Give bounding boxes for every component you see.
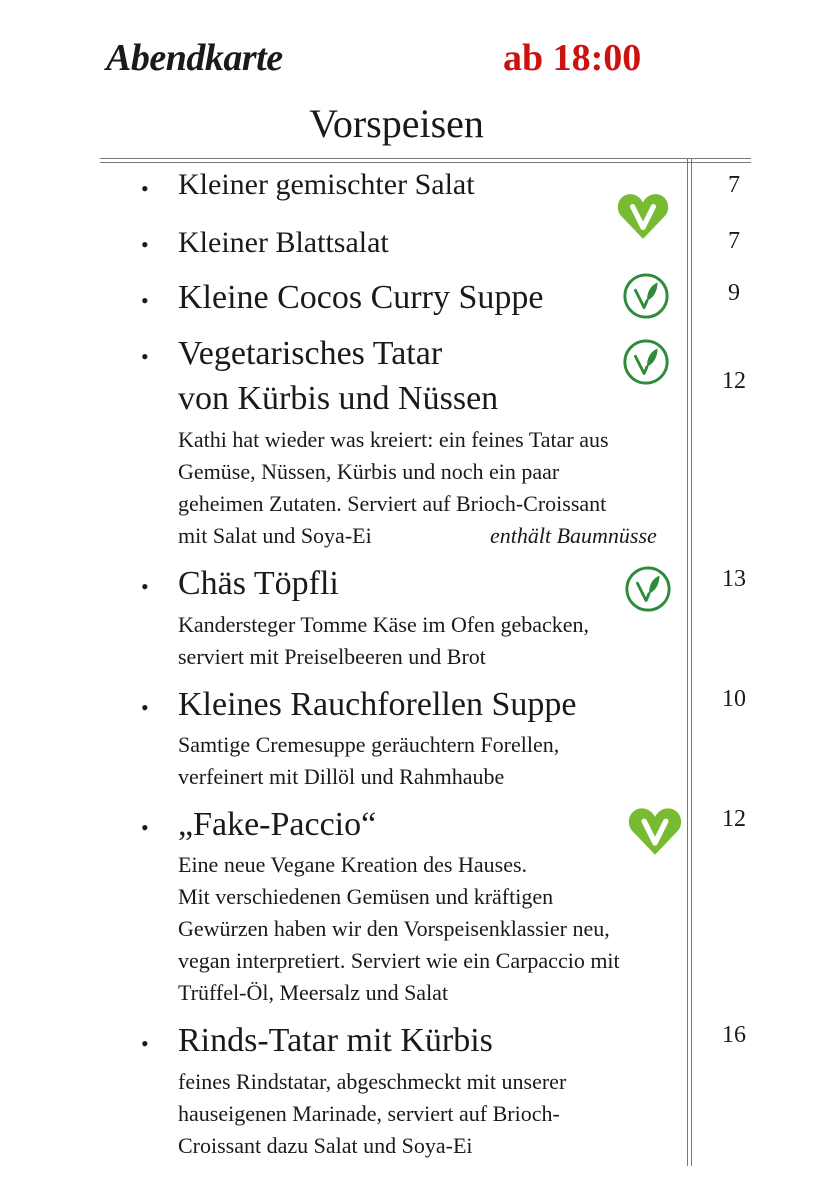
item-name-line1: Vegetarisches Tatar [178, 335, 443, 372]
item-price: 13 [722, 566, 746, 592]
item-price: 10 [722, 686, 746, 712]
item-price: 12 [722, 368, 746, 394]
bullet [141, 352, 151, 362]
item-description-line: feines Rindstatar, abgeschmeckt mit unserer [178, 1069, 567, 1094]
item-name: „Fake-Paccio“ [178, 806, 377, 843]
bullet [141, 240, 151, 250]
bullet [141, 582, 151, 592]
item-description-line: Gemüse, Nüssen, Kürbis und noch ein paar [178, 459, 560, 484]
section-title: Vorspeisen [309, 101, 484, 146]
item-name: Kleine Cocos Curry Suppe [178, 279, 544, 316]
item-name: Rinds-Tatar mit Kürbis [178, 1022, 493, 1059]
item-description-line: Gewürzen haben wir den Vorspeisenklassier neu, [178, 916, 610, 941]
bullet [141, 703, 151, 713]
menu-title: Abendkarte [106, 37, 283, 79]
service-time: ab 18:00 [503, 37, 642, 79]
item-price: 16 [722, 1022, 746, 1048]
item-price: 7 [728, 172, 740, 198]
vegan-heart-icon [617, 190, 669, 242]
allergen-note: enthält Baumnüsse [490, 523, 657, 548]
item-description-line: Trüffel-Öl, Meersalz und Salat [178, 980, 449, 1005]
vegetarian-leaf-icon [624, 565, 672, 613]
item-description-line: mit Salat und Soya-Ei [178, 523, 372, 548]
item-name-line2: von Kürbis und Nüssen [178, 380, 499, 417]
item-price: 12 [722, 806, 746, 832]
item-description-line: Mit verschiedenen Gemüsen und kräftigen [178, 884, 554, 909]
item-description-line: Eine neue Vegane Kreation des Hauses. [178, 852, 528, 877]
item-description-line: geheimen Zutaten. Serviert auf Brioch-Croissant [178, 491, 607, 516]
header-rule-double [100, 162, 751, 163]
item-name: Kleiner gemischter Salat [178, 168, 475, 201]
item-price: 7 [728, 228, 740, 254]
bullet [141, 1039, 151, 1049]
vegetarian-leaf-icon [622, 338, 670, 386]
bullet [141, 296, 151, 306]
bullet [141, 184, 151, 194]
item-price: 9 [728, 280, 740, 306]
item-description-line: serviert mit Preiselbeeren und Brot [178, 644, 486, 669]
item-description-line: hauseigenen Marinade, serviert auf Brioch- [178, 1101, 560, 1126]
item-description-line: Kandersteger Tomme Käse im Ofen gebacken, [178, 612, 590, 637]
vegetarian-leaf-icon [622, 272, 670, 320]
price-column-rule-double [691, 158, 692, 1166]
bullet [141, 823, 151, 833]
item-name: Chäs Töpfli [178, 565, 339, 602]
vegan-heart-icon [628, 804, 682, 858]
item-description-line: Samtige Cremesuppe geräuchtern Forellen, [178, 732, 560, 757]
item-name: Kleiner Blattsalat [178, 226, 389, 259]
item-name: Kleines Rauchforellen Suppe [178, 686, 577, 723]
item-description-line: Kathi hat wieder was kreiert: ein feines Tatar aus [178, 427, 609, 452]
item-description-line: Croissant dazu Salat und Soya-Ei [178, 1133, 473, 1158]
header-rule [100, 158, 751, 159]
item-description-line: verfeinert mit Dillöl und Rahmhaube [178, 764, 505, 789]
item-description-line: vegan interpretiert. Serviert wie ein Carpaccio mit [178, 948, 620, 973]
